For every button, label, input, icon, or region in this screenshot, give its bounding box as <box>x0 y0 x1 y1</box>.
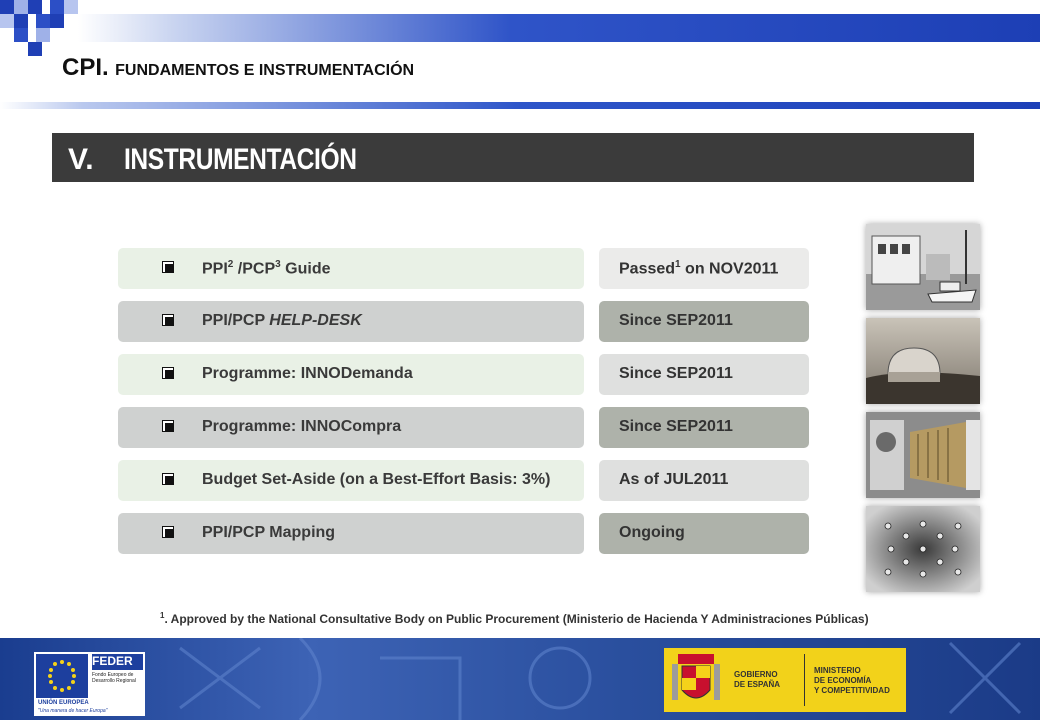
section-banner <box>52 133 974 182</box>
status-badge <box>599 513 809 554</box>
ship-photo <box>866 224 980 310</box>
list-item-innocompra <box>118 407 584 448</box>
list-item-label: Programme: INNODemanda <box>202 365 413 382</box>
union-motto: "Una manera de hacer Europa" <box>38 708 108 714</box>
list-item-label: PPI$^2$ /PCP$^3$ Guide <box>202 259 331 278</box>
list-item-budget-set-aside <box>118 460 584 501</box>
checkbox-bullet-icon <box>162 420 174 432</box>
list-item-label: Budget Set-Aside (on a Best-Effort Basis: 3%) <box>202 471 551 488</box>
spain-coat-of-arms-icon <box>668 652 724 708</box>
corner-squares-decoration <box>0 0 80 60</box>
checkbox-bullet-icon <box>162 473 174 485</box>
status-badge <box>599 301 809 342</box>
checkbox-bullet-icon <box>162 261 174 273</box>
checkbox-bullet-icon <box>162 314 174 326</box>
footnote: $^1$. Approved by the National Consultative Body on Public Procurement (Ministerio de Hacienda Y Administraciones Públicas) <box>160 611 869 626</box>
page-title <box>62 54 414 82</box>
status-label: Since SEP2011 <box>619 312 733 329</box>
logo-divider <box>804 654 805 706</box>
checkbox-bullet-icon <box>162 526 174 538</box>
status-badge <box>599 460 809 501</box>
section-number: V. <box>68 143 94 176</box>
machinery-photo <box>866 412 980 498</box>
list-item-label: Programme: INNOCompra <box>202 418 402 435</box>
status-label: Since SEP2011 <box>619 365 733 382</box>
status-badge <box>599 354 809 395</box>
list-item-mapping <box>118 513 584 554</box>
status-label: Ongoing <box>619 524 685 541</box>
list-item-label: PPI/PCP HELP-DESK <box>202 312 362 329</box>
ministerio-label: MINISTERIO DE ECONOMÍA Y COMPETITIVIDAD <box>814 666 890 695</box>
sensor-array-photo <box>866 506 980 592</box>
union-label: UNIÓN EUROPEA <box>38 700 89 706</box>
list-item-label: PPI/PCP Mapping <box>202 524 336 541</box>
page-title-sub: FUNDAMENTOS E INSTRUMENTACIÓN <box>115 62 415 79</box>
status-badge <box>599 248 809 289</box>
eu-flag-icon <box>36 654 88 698</box>
government-logo <box>664 648 906 712</box>
list-item-innodemanda <box>118 354 584 395</box>
feder-subtitle: Fondo Europeo de Desarrollo Regional <box>92 672 136 684</box>
status-label: Passed$^1$ on NOV2011 <box>619 259 779 278</box>
page-title-main: CPI. <box>62 54 109 81</box>
list-item-ppi-guide <box>118 248 584 289</box>
feder-logo <box>34 652 145 716</box>
status-badge <box>599 407 809 448</box>
status-label: As of JUL2011 <box>619 471 729 488</box>
top-gradient-bar <box>78 14 1040 42</box>
checkbox-bullet-icon <box>162 367 174 379</box>
list-item-help-desk <box>118 301 584 342</box>
section-title: INSTRUMENTACIÓN <box>124 143 357 176</box>
footer-banner <box>0 638 1040 720</box>
gobierno-label: GOBIERNO DE ESPAÑA <box>734 670 781 689</box>
status-label: Since SEP2011 <box>619 418 733 435</box>
feder-title: FEDER <box>92 654 143 670</box>
telescope-photo <box>866 318 980 404</box>
header-divider <box>0 102 1040 109</box>
